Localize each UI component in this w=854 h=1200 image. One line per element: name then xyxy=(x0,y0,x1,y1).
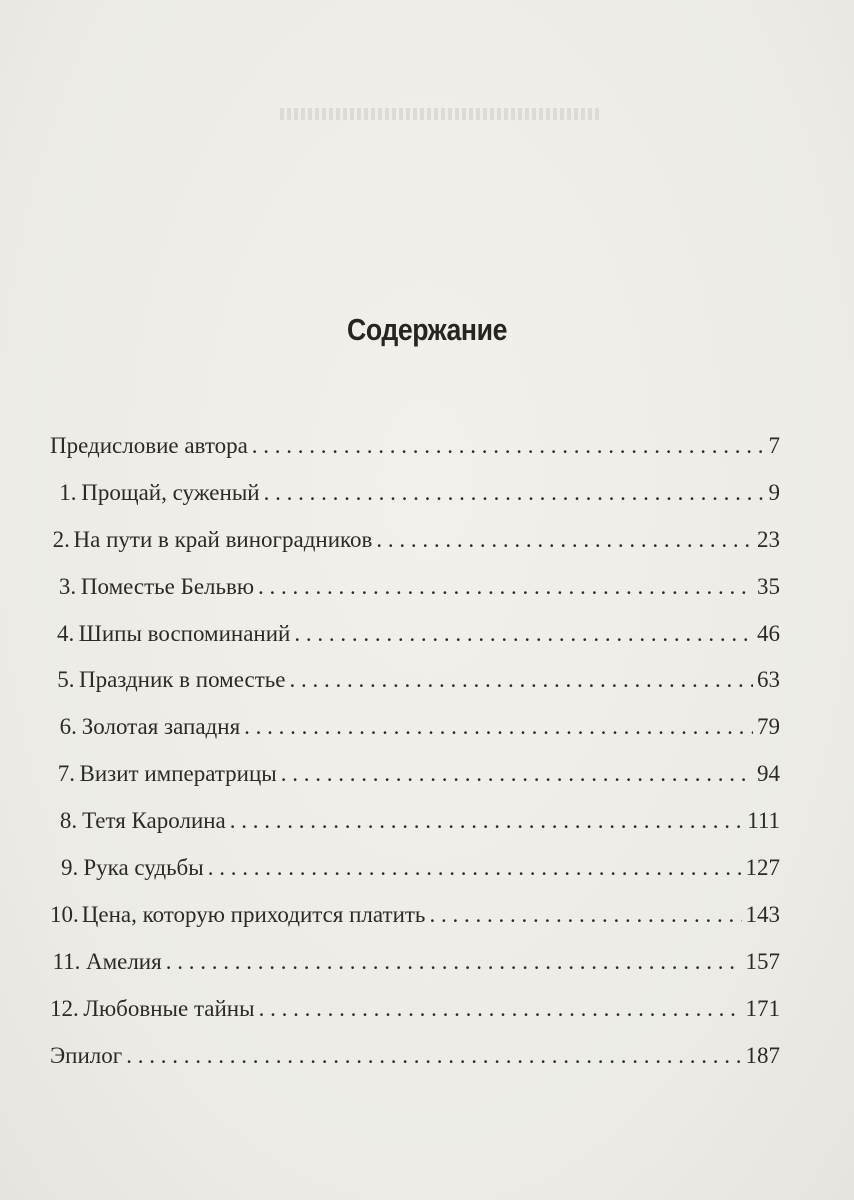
chapter-title: Амелия xyxy=(85,948,162,974)
chapter-number: 5. xyxy=(57,667,75,693)
page-number: 187 xyxy=(745,1042,780,1068)
chapter-title: Любовные тайны xyxy=(83,995,255,1021)
page-number: 35 xyxy=(757,573,780,599)
dot-leader xyxy=(244,704,753,751)
toc-entry xyxy=(50,470,780,517)
chapter-title: Предисловие автора xyxy=(50,433,248,458)
chapter-title: Тетя Каролина xyxy=(82,808,226,834)
dot-leader xyxy=(289,657,753,704)
chapter-title: Эпилог xyxy=(50,1042,123,1068)
chapter-number: 9. xyxy=(60,855,79,881)
page-number: 94 xyxy=(756,761,780,787)
toc-entry xyxy=(50,611,780,658)
toc-entry xyxy=(50,657,780,704)
page-number: 171 xyxy=(745,995,780,1021)
chapter-number: 10. xyxy=(50,901,79,927)
dot-leader xyxy=(230,798,743,845)
toc-entry xyxy=(50,517,780,564)
dot-leader xyxy=(281,751,753,798)
dot-leader xyxy=(376,517,753,564)
chapter-title: Цена, которую приходится платить xyxy=(81,901,426,927)
chapter-title: Золотая западня xyxy=(81,714,241,740)
toc-entry xyxy=(50,798,780,845)
page-number: 9 xyxy=(768,479,780,505)
chapter-title: На пути в край виноградников xyxy=(73,526,373,552)
chapter-number: 12. xyxy=(50,995,79,1021)
chapter-number: 11. xyxy=(52,948,81,974)
chapter-title: Поместье Бельвю xyxy=(80,573,255,599)
chapter-number: 1. xyxy=(59,479,77,505)
page-number: 63 xyxy=(757,667,780,693)
table-of-contents xyxy=(50,423,780,1079)
page-title: Содержание xyxy=(347,312,507,347)
toc-entry xyxy=(50,423,780,470)
chapter-number: 6. xyxy=(59,714,77,740)
page-number: 111 xyxy=(747,808,780,834)
toc-entry xyxy=(50,704,780,751)
toc-entry xyxy=(50,564,780,611)
page-number: 7 xyxy=(768,433,780,458)
page-number: 23 xyxy=(757,526,781,552)
chapter-title: Рука судьбы xyxy=(83,855,204,881)
dot-leader xyxy=(252,423,765,470)
chapter-title: Праздник в поместье xyxy=(78,667,286,693)
page-number: 79 xyxy=(757,714,780,740)
toc-entry xyxy=(50,1033,780,1080)
show-through-text xyxy=(280,108,600,120)
page-number: 127 xyxy=(745,855,780,881)
chapter-number: 2. xyxy=(52,526,70,552)
toc-entry xyxy=(50,845,780,892)
chapter-title: Визит императрицы xyxy=(79,761,277,787)
dot-leader xyxy=(264,470,765,517)
chapter-number: 8. xyxy=(59,808,78,834)
toc-entry xyxy=(50,751,780,798)
chapter-number: 3. xyxy=(58,573,77,599)
dot-leader xyxy=(258,564,753,611)
chapter-number: 7. xyxy=(57,761,75,787)
chapter-title: Прощай, суженый xyxy=(81,479,260,505)
chapter-number: 4. xyxy=(56,620,75,646)
dot-leader xyxy=(208,845,742,892)
toc-entry xyxy=(50,939,780,986)
dot-leader xyxy=(166,939,742,986)
dot-leader xyxy=(126,1033,741,1080)
dot-leader xyxy=(259,986,742,1033)
dot-leader xyxy=(294,611,753,658)
chapter-title: Шипы воспоминаний xyxy=(78,620,291,646)
dot-leader xyxy=(429,892,741,939)
toc-entry xyxy=(50,892,780,939)
page-number: 46 xyxy=(757,620,780,646)
page-number: 143 xyxy=(745,901,780,927)
page-number: 157 xyxy=(745,948,780,974)
toc-entry xyxy=(50,986,780,1033)
